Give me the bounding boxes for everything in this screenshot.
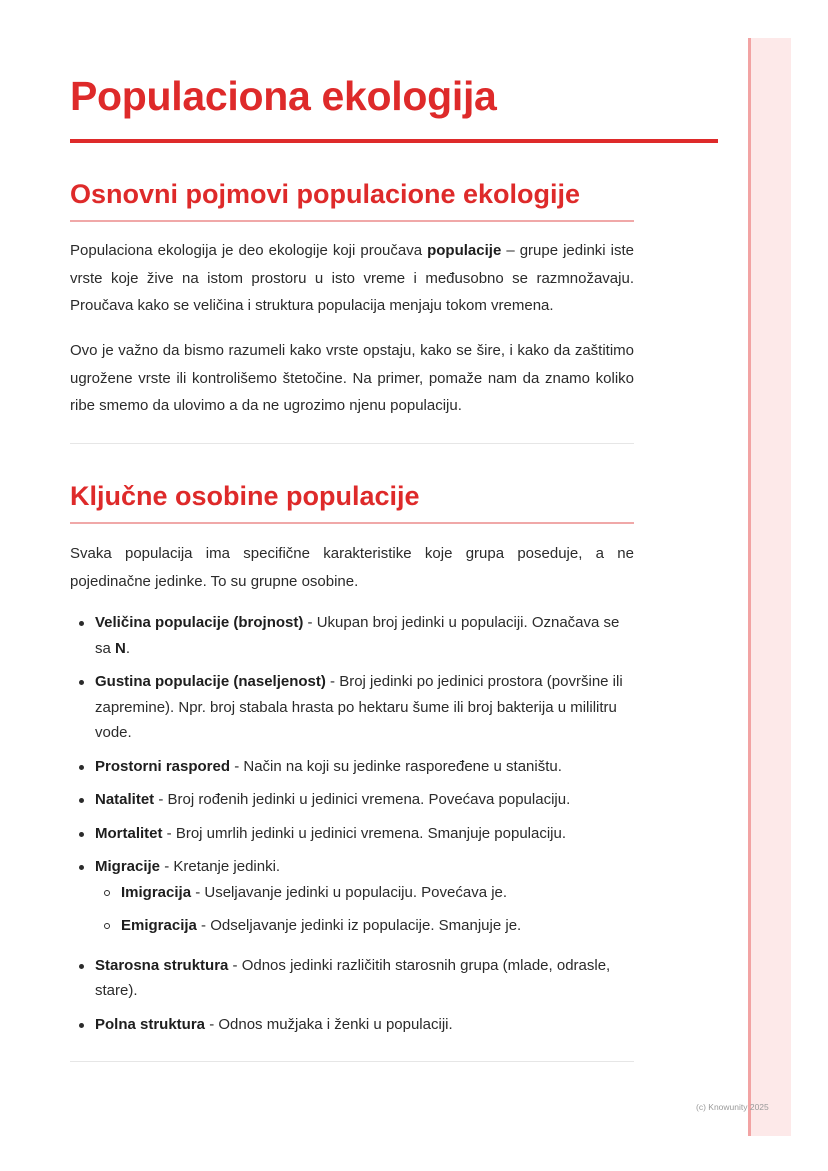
list-item bbox=[70, 669, 634, 746]
section-key-properties bbox=[70, 479, 634, 524]
section-heading-basic-concepts: Osnovni pojmovi populacione ekologije bbox=[70, 179, 581, 209]
section-basic-concepts bbox=[70, 177, 634, 222]
list-item-text: - Broj umrlih jedinki u jedinici vremena. Smanjuje populaciju. bbox=[162, 824, 567, 842]
list-item-term: Gustina populacije (naseljenost) bbox=[95, 673, 326, 690]
bold-term: populacije bbox=[427, 242, 502, 259]
list-item bbox=[70, 754, 634, 780]
paragraph-importance bbox=[70, 337, 634, 420]
text-run: – grupe jedinki iste vrste koje žive na istom prostoru u isto vreme i međusobno se razmnožavaju. Proučava kako se veličina i struktura populacija menjaju tokom vremena. bbox=[70, 242, 634, 314]
section-heading-underline bbox=[70, 522, 634, 524]
footer-copyright: (c) Knowunity 2025 bbox=[696, 1102, 769, 1112]
properties-list-container bbox=[70, 610, 634, 1037]
section-heading-key-properties: Ključne osobine populacije bbox=[70, 481, 420, 511]
list-item-text: - Broj rođenih jedinki u jedinici vremena. Povećava populaciju. bbox=[154, 791, 571, 808]
sublist-item bbox=[95, 880, 634, 906]
list-item bbox=[70, 1012, 634, 1038]
list-item-text: - Način na koji su jedinke raspoređene u staništu. bbox=[230, 757, 562, 775]
paragraph-definition-text bbox=[70, 237, 634, 320]
properties-list bbox=[70, 610, 634, 1037]
sublist-item-text: - Odseljavanje jedinki iz populacije. Smanjuje je. bbox=[196, 917, 522, 934]
list-item-term: Polna struktura bbox=[95, 1015, 206, 1033]
list-item-term: Migracije bbox=[95, 858, 161, 875]
list-item-term: Prostorni raspored bbox=[95, 757, 231, 775]
paragraph-definition bbox=[70, 237, 634, 320]
sublist-item bbox=[95, 913, 634, 939]
side-band-decoration bbox=[748, 38, 791, 1136]
paragraph-intro-text: Svaka populacija ima specifične karakteristike koje grupa poseduje, a ne pojedinačne jedinke. To su grupne osobine. bbox=[70, 545, 634, 590]
sublist-item-term: Emigracija bbox=[121, 917, 197, 934]
section-divider bbox=[70, 1061, 634, 1062]
list-item-term: Starosna struktura bbox=[95, 956, 229, 974]
title-underline bbox=[70, 139, 718, 143]
section-heading-underline bbox=[70, 220, 634, 222]
paragraph-intro bbox=[70, 540, 634, 595]
list-item-text: - Kretanje jedinki. bbox=[160, 858, 281, 875]
list-item bbox=[70, 821, 634, 847]
list-item bbox=[70, 854, 634, 939]
list-item-text: . bbox=[125, 639, 131, 657]
list-item-text: - Odnos jedinki različitih starosnih grupa (mlade, odrasle, stare). bbox=[95, 956, 611, 999]
paragraph-importance-text: Ovo je važno da bismo razumeli kako vrste opstaju, kako se šire, i kako da zaštitimo ugrožene vrste ili kontrolišemo štetočine. Na primer, pomaže nam da znamo koliko ribe smemo da ulovimo a da ne ugrozimo njenu populaciju. bbox=[70, 342, 634, 414]
list-item-symbol: N bbox=[115, 639, 126, 657]
text-run: Populaciona ekologija je deo ekologije koji proučava bbox=[70, 242, 428, 259]
list-item-text: - Broj jedinki po jedinici prostora (površine ili zapremine). Npr. broj stabala hrasta po hektaru šume ili broj bakterija u mililitru vode. bbox=[95, 673, 623, 741]
list-item bbox=[70, 953, 634, 1004]
page-title: Populaciona ekologija bbox=[70, 73, 497, 119]
list-item-term: Mortalitet bbox=[95, 824, 163, 842]
list-item-term: Natalitet bbox=[95, 791, 155, 808]
list-item bbox=[70, 610, 634, 661]
section-divider bbox=[70, 443, 634, 444]
migration-sublist bbox=[95, 880, 634, 939]
list-item-term: Veličina populacije (brojnost) bbox=[95, 614, 304, 631]
list-item-text: - Odnos mužjaka i ženki u populaciji. bbox=[205, 1015, 453, 1033]
sublist-item-text: - Useljavanje jedinki u populaciju. Povećava je. bbox=[191, 883, 508, 901]
sublist-item-term: Imigracija bbox=[121, 883, 192, 901]
list-item-text: - Ukupan broj jedinki u populaciji. Označava se sa bbox=[95, 614, 620, 657]
list-item bbox=[70, 787, 634, 813]
